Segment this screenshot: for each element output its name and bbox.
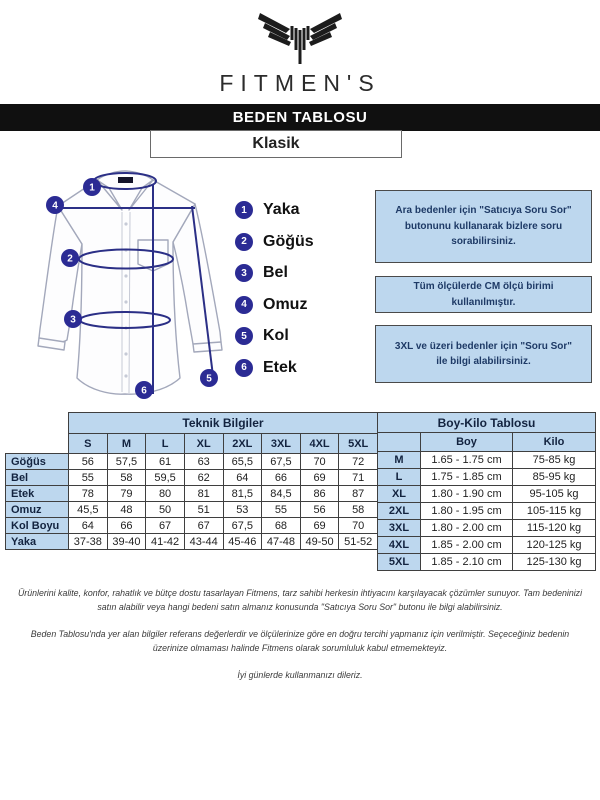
diagram-badge-yaka bbox=[83, 178, 101, 196]
shirt-measurement-diagram bbox=[25, 166, 240, 401]
size-col-m: M bbox=[107, 434, 146, 454]
info-box-3xl-uzeri: 3XL ve üzeri bedenler için "Soru Sor" ile bilgi alabilirsiniz. bbox=[375, 325, 592, 383]
table-row-omuz: Omuz 45,5 48 50 51 53 55 56 58 bbox=[6, 502, 378, 518]
table-row-5xl: 5XL 1.85 - 2.10 cm 125-130 kg bbox=[378, 554, 596, 571]
table-row-gogus: Göğüs 56 57,5 61 63 65,5 67,5 70 72 bbox=[6, 454, 378, 470]
badge-4-icon: 4 bbox=[235, 296, 253, 314]
boykilo-table-title: Boy-Kilo Tablosu bbox=[378, 413, 596, 433]
table-row-4xl: 4XL 1.85 - 2.00 cm 120-125 kg bbox=[378, 537, 596, 554]
svg-text:5: 5 bbox=[206, 373, 212, 385]
table-row-l: L 1.75 - 1.85 cm 85-95 kg bbox=[378, 469, 596, 486]
table-row-etek: Etek 78 79 80 81 81,5 84,5 86 87 bbox=[6, 486, 378, 502]
measurement-legend bbox=[235, 201, 314, 390]
legend-item-gogus: 2 Göğüs bbox=[235, 233, 314, 251]
size-col-3xl: 3XL bbox=[262, 434, 301, 454]
size-col-l: L bbox=[146, 434, 185, 454]
table-row-2xl: 2XL 1.80 - 1.95 cm 105-115 kg bbox=[378, 503, 596, 520]
diagram-badge-omuz bbox=[46, 196, 64, 214]
size-col-s: S bbox=[69, 434, 108, 454]
wings-emblem-icon bbox=[254, 10, 346, 68]
size-col-xl: XL bbox=[184, 434, 223, 454]
table-title: BEDEN TABLOSU bbox=[232, 109, 368, 126]
diagram-badge-kol bbox=[200, 369, 218, 387]
legend-item-bel: 3 Bel bbox=[235, 264, 314, 282]
svg-text:1: 1 bbox=[89, 182, 95, 194]
brand-name: FITMEN'S bbox=[219, 70, 381, 96]
svg-text:4: 4 bbox=[52, 200, 58, 212]
info-box-cm-birimi: Tüm ölçülerde CM ölçü birimi kullanılmıştır. bbox=[375, 276, 592, 313]
size-col-2xl: 2XL bbox=[223, 434, 262, 454]
col-boy: Boy bbox=[421, 433, 513, 452]
badge-3-icon: 3 bbox=[235, 264, 253, 282]
footer-paragraph-wish: İyi günlerde kullanmanızı dileriz. bbox=[237, 670, 363, 681]
boy-kilo-table bbox=[377, 412, 596, 571]
teknik-bilgiler-table bbox=[5, 412, 378, 550]
table-row-kol-boyu: Kol Boyu 64 66 67 67 67,5 68 69 70 bbox=[6, 518, 378, 534]
brand-header bbox=[0, 10, 600, 97]
model-name: Klasik bbox=[252, 135, 300, 152]
svg-text:2: 2 bbox=[67, 253, 73, 265]
size-col-5xl: 5XL bbox=[339, 434, 378, 454]
legend-item-yaka: 1 Yaka bbox=[235, 201, 314, 219]
svg-text:6: 6 bbox=[141, 385, 147, 397]
size-col-4xl: 4XL bbox=[300, 434, 339, 454]
badge-6-icon: 6 bbox=[235, 359, 253, 377]
info-box-ara-bedenler: Ara bedenler için "Satıcıya Soru Sor" butonunu kullanarak bizlere soru sorabilirsiniz. bbox=[375, 190, 592, 263]
svg-text:3: 3 bbox=[70, 314, 76, 326]
footer-paragraph-quality: Ürünlerini kalite, konfor, rahatlık ve bütçe dostu tasarlayan Fitmens, tarz sahibi herkesin ihtiyacını karşılayacak çözümler sunuyor. Tam bedeninizi satın alabilir veya hangi bedeni satın almanız konusunda "Satıcıya Soru Sor" butonu ile bilgi alabilirsiniz. bbox=[17, 588, 583, 613]
col-kilo: Kilo bbox=[513, 433, 596, 452]
diagram-badge-bel bbox=[64, 310, 82, 328]
model-name-box bbox=[150, 130, 402, 158]
legend-item-omuz: 4 Omuz bbox=[235, 296, 314, 314]
footer-paragraph-disclaimer: Beden Tablosu'nda yer alan bilgiler referans değerlerdir ve ölçülerinize göre en doğru tercihi yapmanız için verilmiştir. Seçeceğiniz bedenin üzerinize olmaması halinde Fitmens olarak sorumluluk kabul etmemekteyiz. bbox=[30, 629, 570, 654]
badge-1-icon: 1 bbox=[235, 201, 253, 219]
footer-notes bbox=[12, 586, 588, 695]
legend-item-kol: 5 Kol bbox=[235, 327, 314, 345]
table-row-m: M 1.65 - 1.75 cm 75-85 kg bbox=[378, 452, 596, 469]
table-row-xl: XL 1.80 - 1.90 cm 95-105 kg bbox=[378, 486, 596, 503]
table-row-yaka: Yaka 37-38 39-40 41-42 43-44 45-46 47-48 49-50 51-52 bbox=[6, 534, 378, 550]
diagram-badge-etek bbox=[135, 381, 153, 399]
table-row-3xl: 3XL 1.80 - 2.00 cm 115-120 kg bbox=[378, 520, 596, 537]
teknik-table-title: Teknik Bilgiler bbox=[69, 413, 378, 434]
collar-band bbox=[118, 177, 133, 183]
badge-5-icon: 5 bbox=[235, 327, 253, 345]
table-row-bel: Bel 55 58 59,5 62 64 66 69 71 bbox=[6, 470, 378, 486]
diagram-badge-gogus bbox=[61, 249, 79, 267]
table-title-bar bbox=[0, 104, 600, 131]
badge-2-icon: 2 bbox=[235, 233, 253, 251]
legend-item-etek: 6 Etek bbox=[235, 359, 314, 377]
